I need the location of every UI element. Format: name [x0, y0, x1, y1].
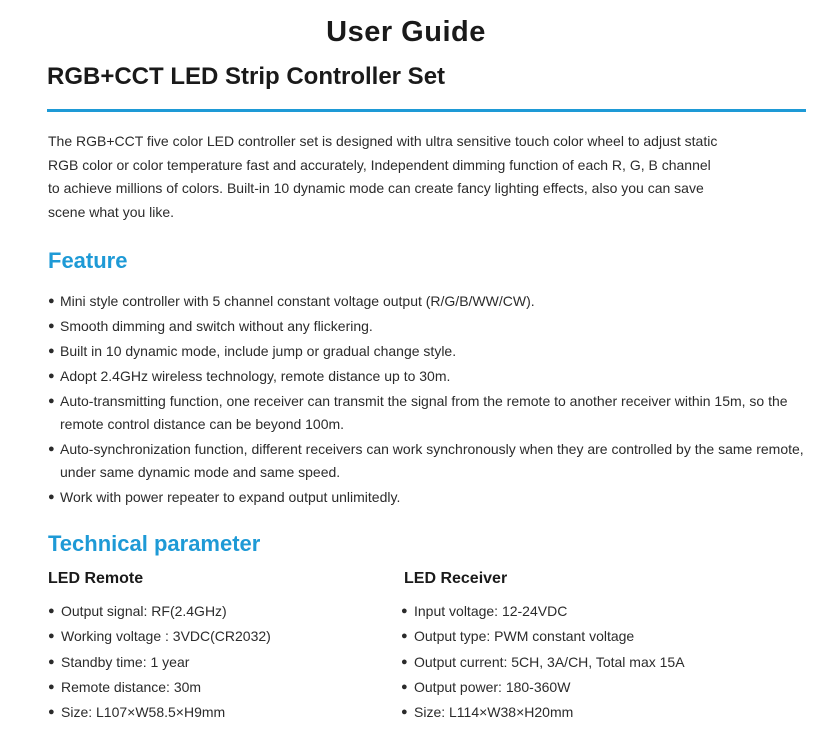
spec-text: Output current: 5CH, 3A/CH, Total max 15A: [414, 653, 685, 670]
list-item: [48, 438, 808, 484]
list-item: [48, 602, 388, 627]
list-item: [401, 703, 801, 728]
remote-heading: LED Remote: [48, 570, 144, 587]
list-item: [48, 627, 388, 652]
feature-list: [48, 290, 808, 511]
intro-line: The RGB+CCT five color LED controller set is designed with ultra sensitive touch color wheel to adjust static: [48, 133, 718, 149]
spec-text: Output power: 180-360W: [414, 678, 571, 695]
list-item: [48, 340, 808, 363]
bullet-icon: ●: [401, 630, 408, 643]
list-item: [401, 678, 801, 703]
product-subtitle: RGB+CCT LED Strip Controller Set: [47, 63, 446, 90]
bullet-icon: ●: [401, 655, 408, 668]
spec-text: Standby time: 1 year: [61, 653, 190, 670]
spec-text: Output type: PWM constant voltage: [414, 628, 635, 645]
list-item: [401, 653, 801, 678]
list-item: [48, 365, 808, 388]
bullet-icon: ●: [48, 630, 55, 643]
feature-text: Mini style controller with 5 channel constant voltage output (R/G/B/WW/CW).: [60, 293, 535, 309]
bullet-icon: ●: [48, 443, 55, 455]
spec-text: Size: L114×W38×H20mm: [414, 704, 574, 721]
spec-text: Input voltage: 12-24VDC: [414, 603, 568, 619]
intro-paragraph: [48, 130, 808, 224]
bullet-icon: ●: [401, 605, 408, 617]
intro-line: scene what you like.: [48, 203, 175, 220]
spec-text: Size: L107×W58.5×H9mm: [61, 704, 226, 721]
intro-line: to achieve millions of colors. Built-in 10 dynamic mode can create fancy lighting effects, also you can save: [48, 180, 704, 196]
feature-text: Work with power repeater to expand output unlimitedly.: [60, 489, 401, 505]
spec-text: Output signal: RF(2.4GHz): [61, 603, 227, 619]
title-divider: [47, 109, 806, 112]
bullet-icon: ●: [48, 706, 55, 719]
list-item: [401, 627, 801, 652]
list-item: [48, 290, 808, 313]
list-item: [48, 678, 388, 703]
feature-text: Auto-synchronization function, different receivers can work synchronously when they are controlled by the same remote, under same dynamic mode and same speed.: [60, 441, 804, 480]
intro-line: RGB color or color temperature fast and accurately, Independent dimming function of each R, G, B channel: [48, 156, 711, 173]
list-item: [401, 602, 801, 627]
list-item: [48, 653, 388, 678]
list-item: [48, 703, 388, 728]
feature-heading: Feature: [48, 248, 128, 273]
list-item: [48, 486, 808, 509]
feature-text: Smooth dimming and switch without any flickering.: [60, 318, 373, 334]
feature-text: Auto-transmitting function, one receiver can transmit the signal from the remote to another receiver within 15m, so the remote control distance can be beyond 100m.: [60, 393, 788, 432]
feature-text: Adopt 2.4GHz wireless technology, remote distance up to 30m.: [60, 368, 451, 384]
bullet-icon: ●: [48, 395, 55, 407]
receiver-spec-list: [401, 602, 801, 728]
feature-text: Built in 10 dynamic mode, include jump or gradual change style.: [60, 343, 457, 359]
bullet-icon: ●: [48, 655, 55, 668]
bullet-icon: ●: [48, 370, 55, 382]
spec-text: Remote distance: 30m: [61, 678, 202, 695]
bullet-icon: ●: [48, 345, 55, 357]
technical-heading: Technical parameter: [48, 531, 261, 556]
bullet-icon: ●: [48, 320, 55, 332]
remote-spec-list: [48, 602, 388, 728]
spec-text: Working voltage : 3VDC(CR2032): [61, 628, 271, 645]
receiver-heading: LED Receiver: [404, 570, 508, 587]
list-item: [48, 390, 808, 436]
list-item: [48, 315, 808, 338]
bullet-icon: ●: [48, 295, 55, 307]
bullet-icon: ●: [48, 605, 55, 617]
bullet-icon: ●: [48, 680, 55, 693]
bullet-icon: ●: [401, 680, 408, 693]
page-title: User Guide: [326, 16, 486, 48]
bullet-icon: ●: [401, 706, 408, 719]
bullet-icon: ●: [48, 491, 55, 503]
